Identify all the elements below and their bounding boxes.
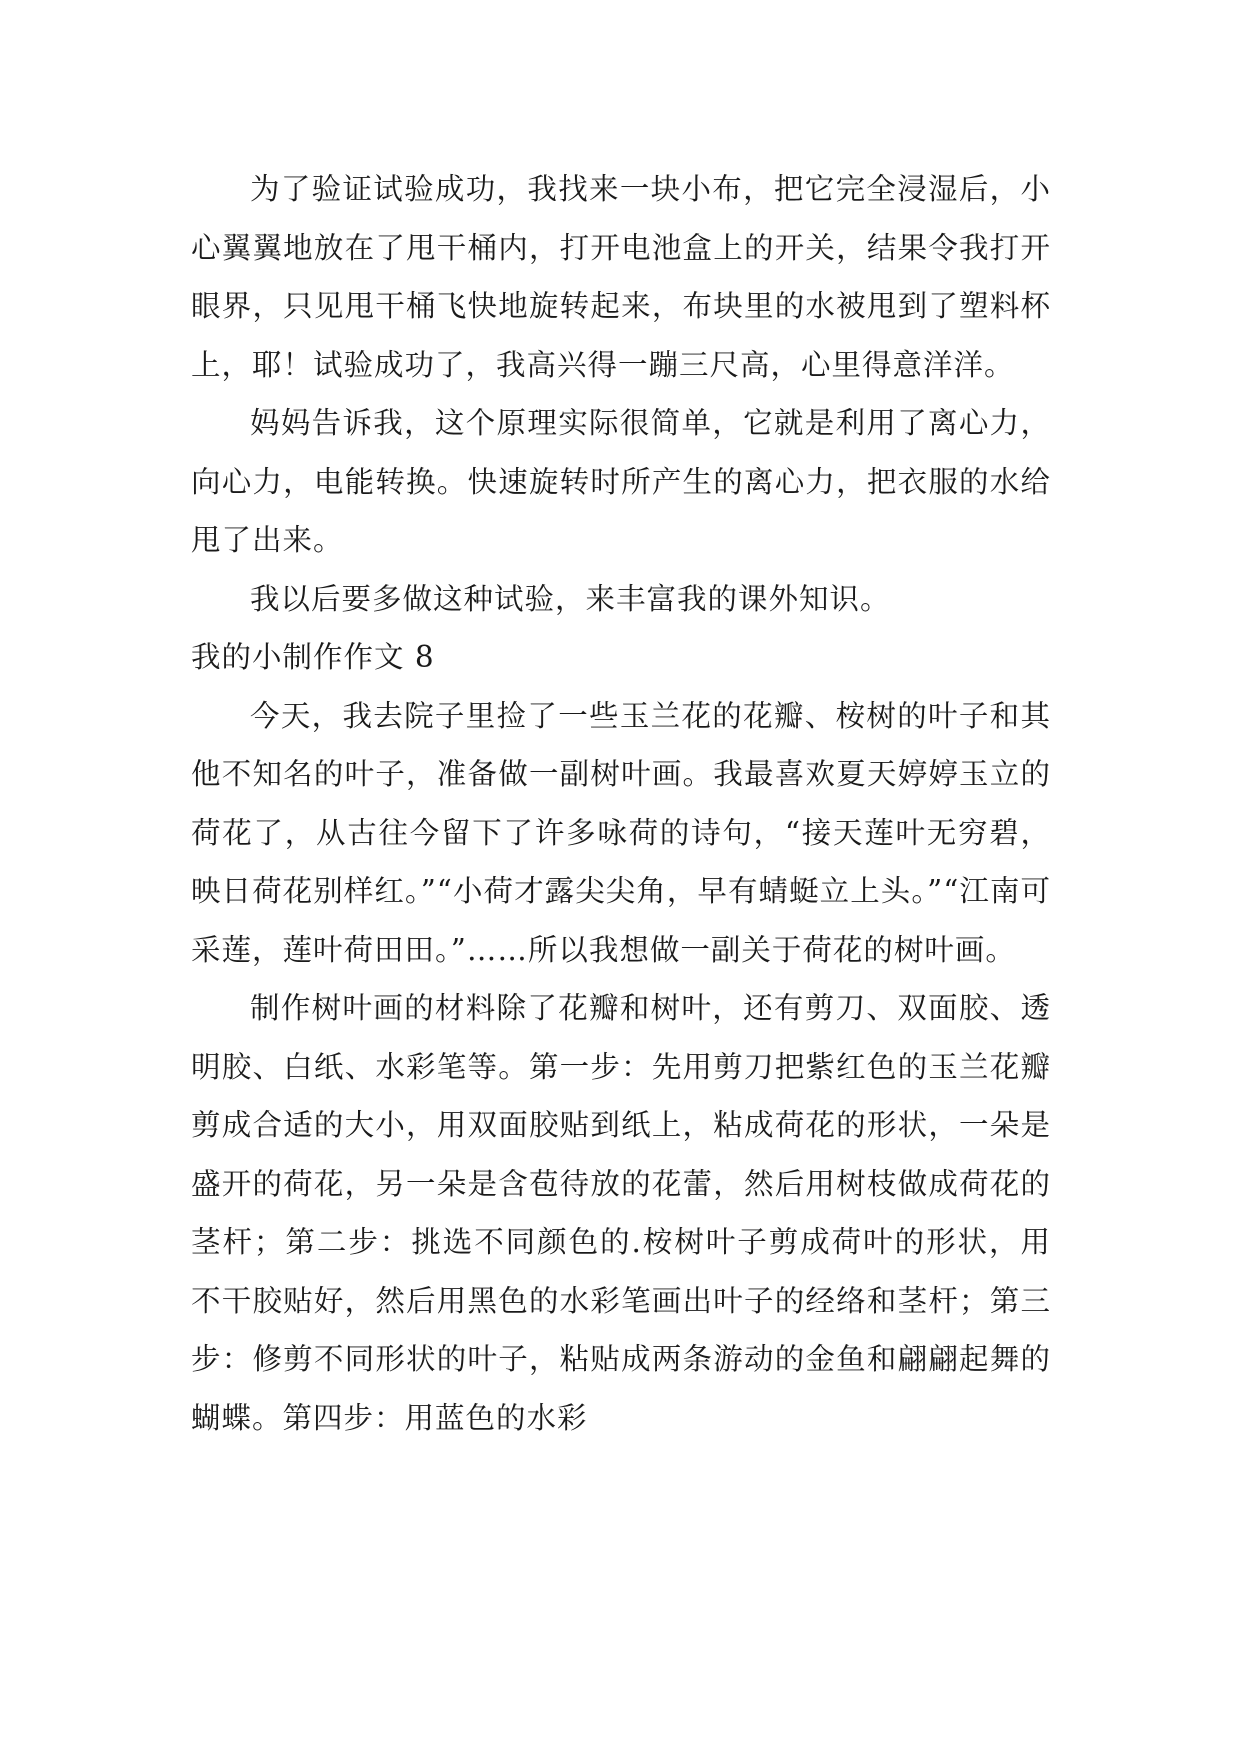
section-title: 我的小制作作文 8 [191,640,435,674]
document-page [191,160,1051,1447]
paragraph-mother-explains: 妈妈告诉我，这个原理实际很简单，它就是利用了离心力，向心力，电能转换。快速旋转时所产生的离心力，把衣服的水给甩了出来。 [191,406,1051,557]
paragraph-collecting-leaves: 今天，我去院子里捡了一些玉兰花的花瓣、桉树的叶子和其他不知名的叶子，准备做一副树叶画。我最喜欢夏天婷婷玉立的荷花了，从古往今留下了许多咏荷的诗句，“接天莲叶无穷碧，映日荷花别样红。”“小荷才露尖尖角，早有蜻蜓立上头。”“江南可采莲，莲叶荷田田。”……所以我想做一副关于荷花的树叶画。 [191,698,1051,967]
paragraph-experiment-result: 为了验证试验成功，我找来一块小布，把它完全浸湿后，小心翼翼地放在了甩干桶内，打开电池盒上的开关，结果令我打开眼界，只见甩干桶飞快地旋转起来，布块里的水被甩到了塑料杯上，耶！试验成功了，我高兴得一蹦三尺高，心里得意洋洋。 [191,172,1051,382]
paragraph-conclusion: 我以后要多做这种试验，来丰富我的课外知识。 [250,581,891,616]
paragraph-making-steps: 制作树叶画的材料除了花瓣和树叶，还有剪刀、双面胶、透明胶、白纸、水彩笔等。第一步：先用剪刀把紫红色的玉兰花瓣剪成合适的大小，用双面胶贴到纸上，粘成荷花的形状，一朵是盛开的荷花，另一朵是含苞待放的花蕾，然后用树枝做成荷花的茎杆；第二步：挑选不同颜色的.桉树叶子剪成荷叶的形状，用不干胶贴好，然后用黑色的水彩笔画出叶子的经络和茎杆；第三步：修剪不同形状的叶子，粘贴成两条游动的金鱼和翩翩起舞的蝴蝶。第四步：用蓝色的水彩 [191,991,1051,1435]
